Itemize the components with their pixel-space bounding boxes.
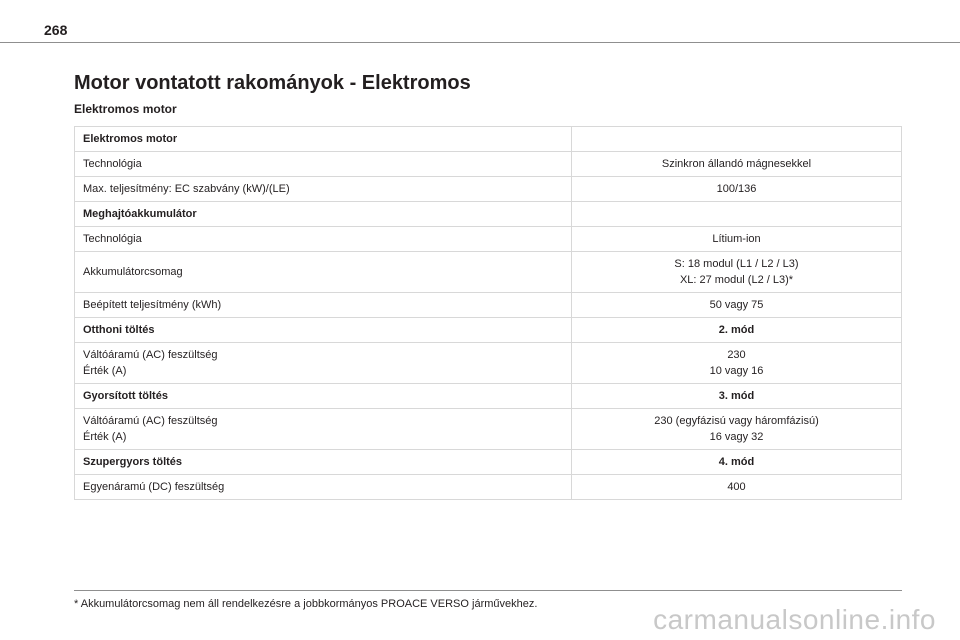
value-text: 10 vagy 16 — [709, 365, 764, 377]
footnote-divider — [74, 590, 902, 591]
table-section-row — [75, 384, 902, 409]
value-text: 230 (egyfázisú vagy háromfázisú) — [654, 415, 819, 427]
table-row — [75, 293, 902, 318]
table-cell-value — [572, 127, 902, 152]
table-cell-label — [75, 252, 572, 293]
table-row — [75, 343, 902, 384]
table-cell-label — [75, 177, 572, 202]
value-text: 100/136 — [716, 183, 757, 195]
table-cell-value — [572, 252, 902, 293]
label-text: Otthoni töltés — [83, 324, 155, 336]
table-cell-label — [75, 202, 572, 227]
page-subtitle: Elektromos motor — [74, 102, 177, 116]
table-cell-value — [572, 318, 902, 343]
label-text: Beépített teljesítmény (kWh) — [83, 299, 222, 311]
value-text: Szinkron állandó mágnesekkel — [661, 158, 812, 170]
table-cell-value — [572, 384, 902, 409]
label-text: Elektromos motor — [83, 133, 178, 145]
table-section-row — [75, 127, 902, 152]
value-text: Lítium-ion — [712, 233, 761, 245]
label-text: Max. teljesítmény: EC szabvány (kW)/(LE) — [83, 183, 290, 195]
watermark: carmanualsonline.info — [653, 604, 936, 635]
label-text: Akkumulátorcsomag — [83, 266, 183, 278]
value-text: 50 vagy 75 — [709, 299, 764, 311]
table-cell-label — [75, 450, 572, 475]
table-section-row — [75, 202, 902, 227]
table-cell-label — [75, 293, 572, 318]
table-cell-value — [572, 475, 902, 500]
table-cell-value — [572, 409, 902, 450]
label-text: Érték (A) — [83, 365, 127, 377]
table-section-row — [75, 318, 902, 343]
table-cell-value — [572, 450, 902, 475]
table-cell-label — [75, 152, 572, 177]
value-text: XL: 27 modul (L2 / L3)* — [679, 274, 794, 286]
table-section-row — [75, 450, 902, 475]
header-divider — [0, 42, 960, 43]
value-text: 400 — [727, 481, 746, 493]
value-text: 230 — [727, 349, 746, 361]
table-cell-value — [572, 152, 902, 177]
page-title: Motor vontatott rakományok - Elektromos — [74, 72, 471, 94]
spec-table-body — [75, 127, 902, 500]
label-text: Technológia — [83, 158, 142, 170]
label-text: Szupergyors töltés — [83, 456, 183, 468]
table-cell-value — [572, 293, 902, 318]
label-text: Váltóáramú (AC) feszültség — [83, 415, 218, 427]
value-text: 4. mód — [718, 456, 755, 468]
value-text: S: 18 modul (L1 / L2 / L3) — [674, 258, 799, 270]
label-text: Gyorsított töltés — [83, 390, 168, 402]
label-text: Váltóáramú (AC) feszültség — [83, 349, 218, 361]
footnote: * Akkumulátorcsomag nem áll rendelkezésre a jobbkormányos PROACE VERSO járművekhez. — [74, 598, 538, 610]
table-cell-label — [75, 475, 572, 500]
table-row — [75, 409, 902, 450]
table-cell-value — [572, 177, 902, 202]
table-cell-label — [75, 384, 572, 409]
value-text: 2. mód — [718, 324, 755, 336]
table-row — [75, 177, 902, 202]
table-cell-value — [572, 343, 902, 384]
table-cell-value — [572, 227, 902, 252]
table-cell-label — [75, 318, 572, 343]
label-text: Érték (A) — [83, 431, 127, 443]
table-cell-value — [572, 202, 902, 227]
table-row — [75, 252, 902, 293]
table-row — [75, 475, 902, 500]
table-row — [75, 227, 902, 252]
table-cell-label — [75, 127, 572, 152]
label-text: Egyenáramú (DC) feszültség — [83, 481, 225, 493]
value-text: 3. mód — [718, 390, 755, 402]
table-cell-label — [75, 409, 572, 450]
table-row — [75, 152, 902, 177]
table-cell-label — [75, 343, 572, 384]
value-text: 16 vagy 32 — [709, 431, 764, 443]
page-number: 268 — [44, 22, 68, 38]
label-text: Meghajtóakkumulátor — [83, 208, 197, 220]
table-cell-label — [75, 227, 572, 252]
label-text: Technológia — [83, 233, 142, 245]
spec-table — [74, 126, 902, 500]
